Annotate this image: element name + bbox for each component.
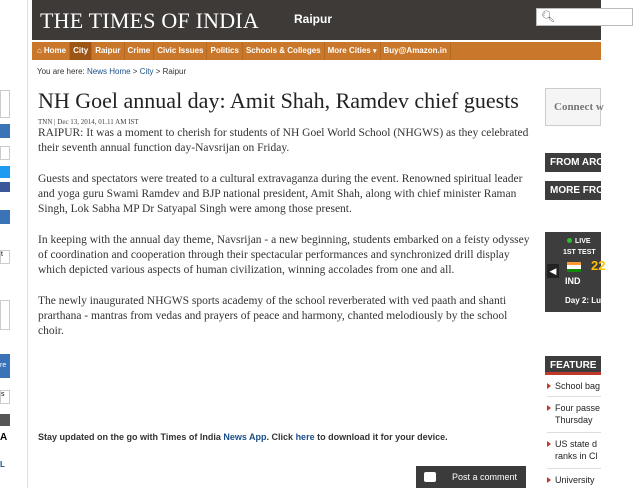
live-dot-icon [567,238,572,243]
site-logo[interactable]: THE TIMES OF INDIA [40,8,259,33]
comment-icon [424,472,436,482]
featured-item-text: ranks in Cl [555,451,598,461]
cricket-score-widget[interactable] [545,232,606,312]
bullet-icon [547,405,551,411]
search-icon[interactable]: 🔍︎ [541,11,555,23]
main-nav [32,42,601,60]
featured-item[interactable] [547,438,601,462]
left-fragment[interactable]: L [0,460,5,469]
tab-more-from[interactable]: MORE FRO [545,181,601,200]
left-test-box [0,250,10,264]
nav-label: More Cities [327,46,371,55]
nav-item-politics[interactable]: Politics [207,42,242,60]
match-label: 1ST TEST [563,249,596,256]
left-share-button[interactable] [0,166,10,178]
nav-label: Home [43,46,67,55]
article-byline: TNN | Dec 13, 2014, 01.11 AM IST [38,118,139,126]
tab-from-around[interactable]: FROM ARO [545,153,601,172]
team-name: IND [565,276,581,286]
breadcrumb-city[interactable]: City [139,67,154,76]
download-here-link[interactable]: here [295,432,315,442]
team-score: 22 [591,258,606,273]
post-comment-label: Post a comment [452,472,518,482]
news-app-link[interactable]: News App [223,432,267,442]
nav-item-more-cities[interactable] [325,42,381,60]
left-share-button[interactable] [0,124,10,138]
left-column [0,0,28,488]
left-share-button[interactable] [0,182,10,192]
nav-item-civic-issues[interactable]: Civic Issues [154,42,207,60]
divider [547,432,601,433]
left-fragment: A [0,432,8,443]
left-widget [0,90,10,118]
featured-item[interactable] [547,402,601,426]
nav-item-raipur[interactable]: Raipur [92,42,124,60]
divider [547,396,601,397]
city-name[interactable]: Raipur [294,12,333,26]
left-fragment: re [0,362,7,369]
nav-item-city[interactable]: City [70,42,92,60]
breadcrumb-news-home[interactable]: News Home [86,67,131,76]
featured-item-text: University [555,475,595,485]
article [38,88,533,355]
bullet-icon [547,441,551,447]
left-icon [0,414,10,426]
promo-text: . Click [266,432,294,442]
live-label: LIVE [575,238,591,245]
nav-item-buy-amazon[interactable]: Buy@Amazon.in [381,42,451,60]
promo-text: Stay updated on the go with Times of India [38,432,221,442]
featured-item[interactable] [547,474,601,486]
post-comment-button[interactable] [416,466,526,488]
featured-item-text: School bag [555,381,601,391]
breadcrumb-raipur: Raipur [162,67,187,76]
article-paragraph: Guests and spectators were treated to a cultural extravaganza during the event. Renowned spiritual leader and yoga guru Swami Ramdev and BJP national president, Amit Shah, along with chief minister Raman Singh, Lok Sabha MP Dr Satyapal Singh were among those present. [38,173,523,215]
search-input[interactable] [536,8,633,26]
featured-item-text: Thursday [555,415,593,425]
featured-item[interactable] [547,380,601,392]
breadcrumb: You are here: News Home > City > Raipur [37,67,187,76]
left-widget [0,146,10,160]
divider [547,468,601,469]
left-widget [0,300,10,330]
nav-item-crime[interactable]: Crime [125,42,155,60]
connect-widget[interactable]: Connect w [545,88,601,126]
featured-item-text: Four passe [555,403,601,413]
left-share-button[interactable] [0,210,10,224]
left-share-button[interactable] [0,354,10,378]
article-paragraph: RAIPUR: It was a moment to cherish for students of NH Goel World School (NHGWS) as they celebrated their seventh annual function day-Navsrijan on Friday. [38,127,529,154]
bullet-icon [547,477,551,483]
match-day-status: Day 2: Lu [565,296,602,305]
left-fragment: t [1,251,3,258]
app-promo [38,432,448,442]
article-headline: NH Goel annual day: Amit Shah, Ramdev chief guests [38,88,519,113]
featured-heading: FEATURE [545,356,601,375]
bullet-icon [547,383,551,389]
site-header [32,0,601,40]
breadcrumb-prefix: You are here: [37,67,85,76]
article-paragraph: The newly inaugurated NHGWS sports academy of the school reverberated with ved paath and shanti prarthana - mantras from vedas and prayers of peace and harmony, chanted melodiously by the school choir. [38,295,508,337]
india-flag-icon [567,262,581,272]
featured-item-text: US state d [555,439,598,449]
nav-item-schools-colleges[interactable]: Schools & Colleges [243,42,325,60]
article-paragraph: In keeping with the annual day theme, Navsrijan - a new beginning, students embarked on a feisty odyssey of coordination and cooperation through their spectacular performances and synchronized drill display which depicted various aspects of human civilization, winning accolades from one and all. [38,234,530,276]
chevron-down-icon: ▾ [372,48,377,55]
home-icon: ⌂ [37,46,42,55]
nav-item-home[interactable] [34,42,70,60]
chevron-left-icon[interactable]: ◀ [547,264,559,278]
live-badge [567,238,591,245]
left-fragment: s [1,391,5,398]
promo-text: to download it for your device. [317,432,448,442]
left-widget [0,390,10,404]
